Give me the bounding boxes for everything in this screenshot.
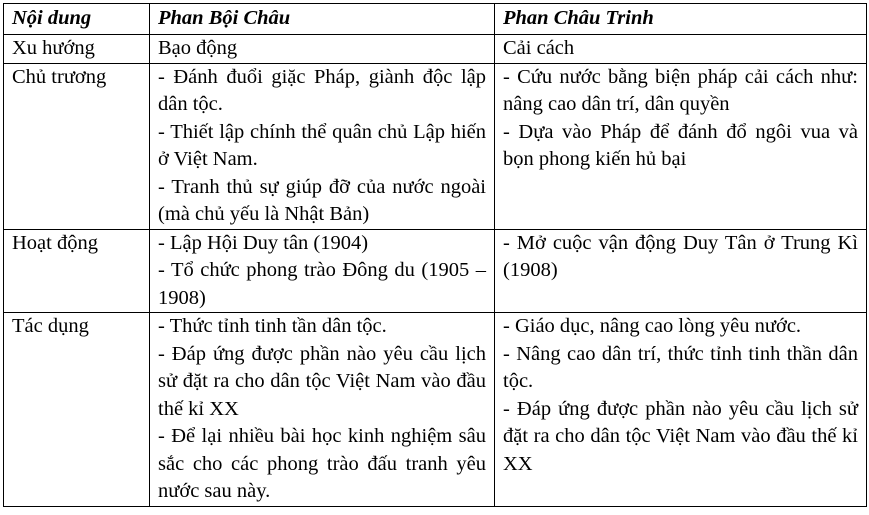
cell-line: - Nâng cao dân trí, thức tỉnh tinh thần dân tộc.	[503, 342, 858, 392]
comparison-table	[3, 3, 867, 507]
cell-line: - Giáo dục, nâng cao lòng yêu nước.	[503, 315, 802, 337]
table-row-policy	[4, 63, 867, 229]
header-phan-chau-trinh: Phan Châu Trinh	[495, 4, 867, 35]
cell-line: - Đánh đuổi giặc Pháp, giành độc lập dân tộc.	[158, 65, 486, 115]
cell-line: - Tổ chức phong trào Đông du (1905 – 1908)	[158, 259, 486, 309]
cell-line: - Để lại nhiều bài học kinh nghiệm sâu sắc cho các phong trào đấu tranh yêu nước sau này.	[158, 425, 486, 502]
cell-line: - Cứu nước bằng biện pháp cải cách như: nâng cao dân trí, dân quyền	[503, 65, 858, 115]
cell-line: Cải cách	[503, 37, 575, 59]
cell-phan-boi-chau	[150, 229, 495, 313]
cell-line: - Lập Hội Duy tân (1904)	[158, 231, 369, 254]
cell-line: - Thức tỉnh tinh tần dân tộc.	[158, 315, 387, 337]
row-label: Hoạt động	[4, 229, 150, 313]
table-row-effect	[4, 313, 867, 507]
cell-phan-boi-chau	[150, 63, 495, 229]
cell-phan-chau-trinh	[495, 229, 867, 313]
cell-phan-boi-chau	[150, 313, 495, 507]
cell-line: - Tranh thủ sự giúp đỡ của nước ngoài (mà chủ yếu là Nhật Bản)	[158, 175, 486, 225]
row-label: Xu hướng	[4, 35, 150, 64]
cell-line: - Thiết lập chính thể quân chủ Lập hiến ở Việt Nam.	[158, 120, 486, 170]
cell-line: Bạo động	[158, 37, 238, 59]
cell-line: - Đáp ứng được phần nào yêu cầu lịch sử đặt ra cho dân tộc Việt Nam vào đầu thế kỉ XX	[158, 342, 486, 420]
row-label: Tác dụng	[4, 313, 150, 507]
cell-phan-chau-trinh	[495, 313, 867, 507]
table-row-tendency	[4, 35, 867, 64]
cell-phan-chau-trinh	[495, 63, 867, 229]
cell-phan-chau-trinh	[495, 35, 867, 64]
header-row	[4, 4, 867, 35]
cell-line: - Mở cuộc vận động Duy Tân ở Trung Kì (1908)	[503, 231, 858, 281]
cell-line: - Đáp ứng được phần nào yêu cầu lịch sử đặt ra cho dân tộc Việt Nam vào đầu thế kỉ XX	[503, 397, 858, 475]
header-phan-boi-chau: Phan Bội Châu	[150, 4, 495, 35]
row-label: Chủ trương	[4, 63, 150, 229]
header-content: Nội dung	[4, 4, 150, 35]
table-row-activity	[4, 229, 867, 313]
cell-phan-boi-chau	[150, 35, 495, 64]
cell-line: - Dựa vào Pháp để đánh đổ ngôi vua và bọn phong kiến hủ bại	[503, 120, 858, 170]
